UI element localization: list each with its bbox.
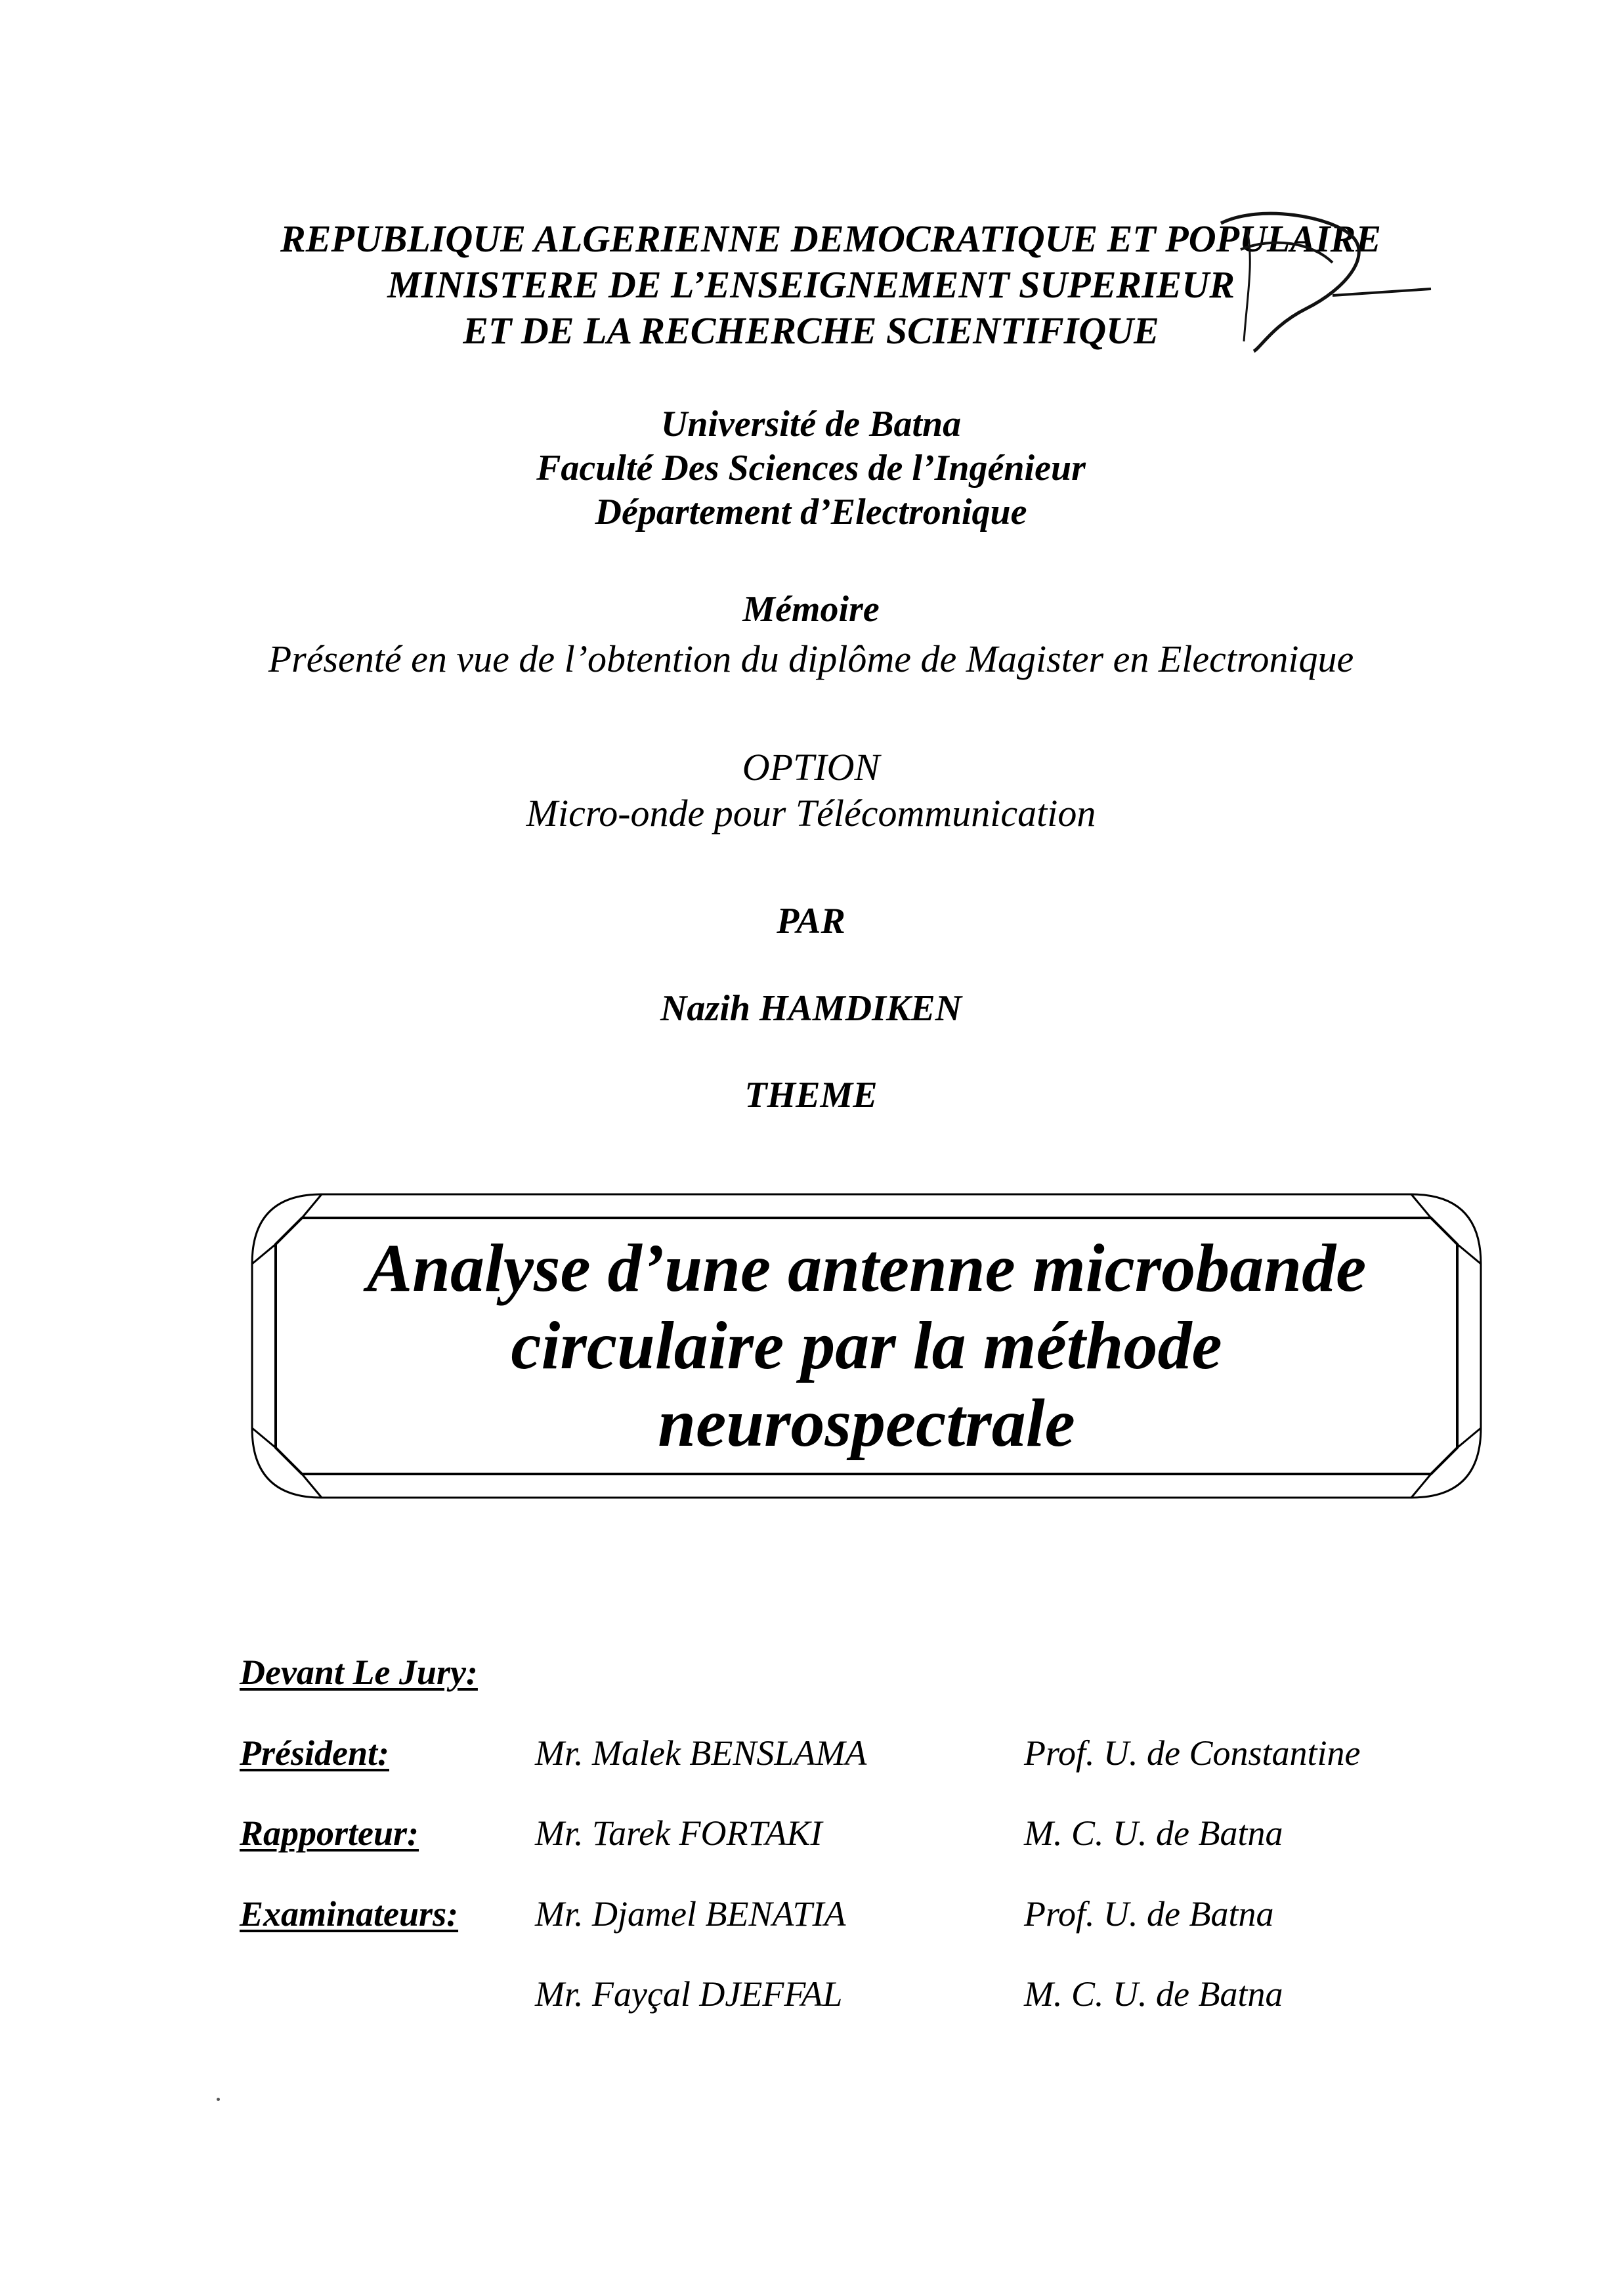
faculty-name: Faculté Des Sciences de l’Ingénieur — [536, 448, 1086, 488]
title-line-2: circulaire par la méthode — [511, 1308, 1222, 1383]
jury-affiliation-examinateur-1: Prof. U. de Batna — [1024, 1894, 1274, 1934]
research-line: ET DE LA RECHERCHE SCIENTIFIQUE — [463, 309, 1159, 352]
title-line-3: neurospectrale — [658, 1385, 1075, 1461]
thesis-purpose: Présenté en vue de l’obtention du diplôme de Magister en Electronique — [268, 638, 1354, 680]
jury-affiliation-examinateur-2: M. C. U. de Batna — [1024, 1974, 1283, 2014]
jury-role-president: Président: — [240, 1733, 389, 1773]
title-line-1: Analyse d’une antenne microbande — [366, 1230, 1367, 1306]
scan-stain-mark — [1182, 210, 1457, 355]
scan-dot — [217, 2098, 220, 2101]
option-label: OPTION — [742, 746, 880, 789]
jury-role-examinateurs: Examinateurs: — [240, 1894, 459, 1934]
thesis-type-label: Mémoire — [742, 589, 880, 630]
by-label: PAR — [777, 901, 845, 942]
republic-line: REPUBLIQUE ALGERIENNE DEMOCRATIQUE ET POPULAIRE — [280, 217, 1381, 260]
jury-heading: Devant Le Jury: — [240, 1653, 478, 1692]
title-frame — [249, 1192, 1483, 1500]
jury-name-examinateur-2: Mr. Fayçal DJEFFAL — [535, 1974, 843, 2014]
theme-label: THEME — [744, 1075, 878, 1116]
jury-name-president: Mr. Malek BENSLAMA — [535, 1733, 867, 1773]
author-name: Nazih HAMDIKEN — [660, 988, 962, 1029]
jury-role-rapporteur: Rapporteur: — [240, 1813, 419, 1853]
thesis-title — [249, 1192, 1483, 1500]
department-name: Département d’Electronique — [595, 492, 1027, 532]
jury-name-rapporteur: Mr. Tarek FORTAKI — [535, 1813, 822, 1853]
jury-affiliation-president: Prof. U. de Constantine — [1024, 1733, 1361, 1773]
option-value: Micro-onde pour Télécommunication — [526, 792, 1096, 834]
jury-name-examinateur-1: Mr. Djamel BENATIA — [535, 1894, 846, 1934]
university-name: Université de Batna — [660, 404, 962, 444]
jury-affiliation-rapporteur: M. C. U. de Batna — [1024, 1813, 1283, 1853]
ministry-line: MINISTERE DE L’ENSEIGNEMENT SUPERIEUR — [387, 263, 1235, 306]
